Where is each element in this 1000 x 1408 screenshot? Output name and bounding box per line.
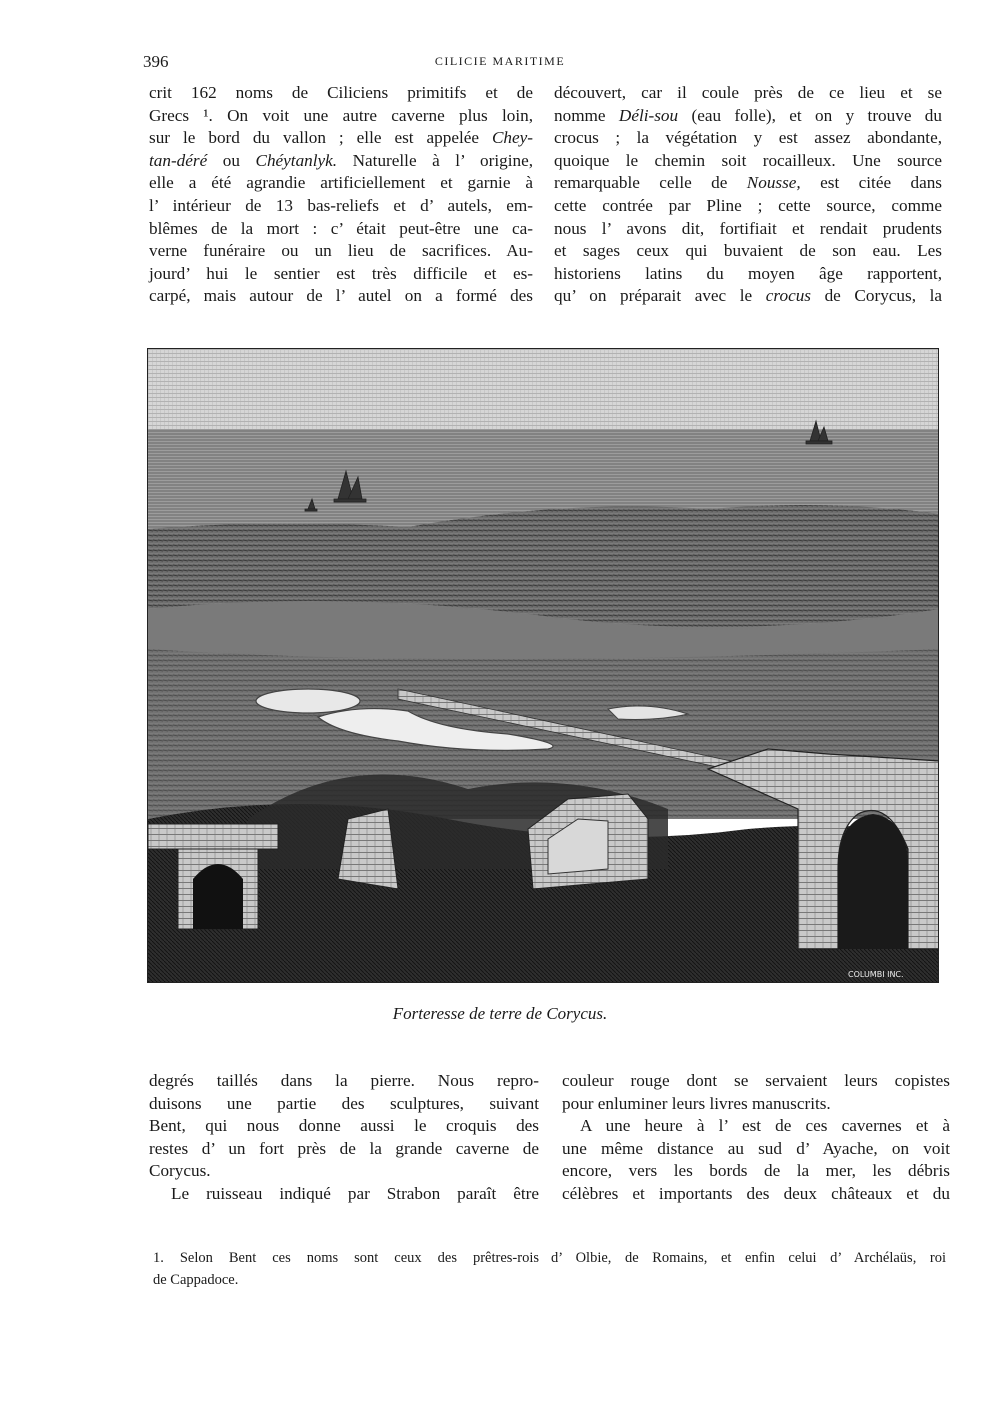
bottom-left-column [149,1070,539,1206]
text-line: et sages ceux qui buvaient de son eau. Les [554,241,942,261]
text-line: elle a été agrandie artificiellement et garnie à [149,173,533,193]
text-line: Bent, qui nous donne aussi le croquis des [149,1116,539,1136]
text-line: blêmes de la mort : c’ était peut-être une ca- [149,218,533,238]
text-line: l’ intérieur de 13 bas-reliefs et d’ autels, em- [149,195,533,215]
footnote-line: de Cappadoce. [153,1272,239,1288]
text-line: restes d’ un fort près de la grande caverne de [149,1138,539,1158]
footnote-right [551,1247,946,1269]
sky [148,349,939,429]
text-line: sur le bord du vallon ; elle est appelée Chey- [149,128,533,148]
text-line: Corycus. [149,1161,211,1181]
text-line: pour enluminer leurs livres manuscrits. [562,1093,831,1113]
text-line: cette contrée par Pline ; cette source, comme [554,195,942,215]
text-line: degrés taillés dans la pierre. Nous repro- [149,1071,539,1090]
engraver-signature: COLUMBI INC. [848,970,904,979]
text-line: encore, vers les bords de la mer, les débris [562,1161,950,1181]
text-line: nous l’ avons dit, fortifiait et rendait prudents [554,218,942,238]
landscape-engraving [148,349,939,983]
text-line: Le ruisseau indiqué par Strabon paraît être [171,1183,539,1203]
text-line: quoique le chemin soit rocailleux. Une source [554,150,942,170]
text-line: carpé, mais autour de l’ autel on a formé des [149,286,533,306]
footnote-line: 1. Selon Bent ces noms sont ceux des prêtres-rois [153,1250,539,1266]
text-line: tan-déré ou Chéytanlyk. Naturelle à l’ origine, [149,150,533,170]
text-line: qu’ on préparait avec le crocus de Corycus, la [554,286,942,306]
page-number: 396 [143,52,169,71]
text-line: découvert, car il coule près de ce lieu et se [554,83,942,102]
text-line: crit 162 noms de Ciliciens primitifs et de [149,83,533,102]
engraving-figure [147,348,939,983]
footnote-line: d’ Olbie, de Romains, et enfin celui d’ Archélaüs, roi [551,1250,946,1266]
top-right-column [554,82,942,308]
bottom-right-column [562,1070,950,1206]
text-line: A une heure à l’ est de ces cavernes et à [580,1116,950,1136]
text-line: jourd’ hui le sentier est très difficile et es- [149,263,533,283]
running-title: CILICIE MARITIME [434,54,566,68]
text-line: historiens latins du moyen âge rapportent, [554,263,942,283]
lagoon [256,689,360,713]
text-line: duisons une partie des sculptures, suivant [149,1093,539,1113]
text-line: couleur rouge dont se servaient leurs copistes [562,1071,950,1090]
figure-caption: Forteresse de terre de Corycus. [392,1004,608,1023]
top-left-column [149,82,533,308]
footnote-left [153,1247,539,1291]
text-line: célèbres et importants des deux châteaux et du [562,1183,950,1203]
text-line: remarquable celle de Nousse, est citée dans [554,173,942,193]
text-line: une même distance au sud d’ Ayache, on voit [562,1138,950,1158]
text-line: nomme Déli-sou (eau folle), et on y trouve du [554,105,942,125]
text-line: crocus ; la végétation y est assez abondante, [554,128,942,148]
text-line: verne funéraire ou un lieu de sacrifices. Au- [149,241,533,261]
text-line: Grecs ¹. On voit une autre caverne plus loin, [149,105,533,125]
